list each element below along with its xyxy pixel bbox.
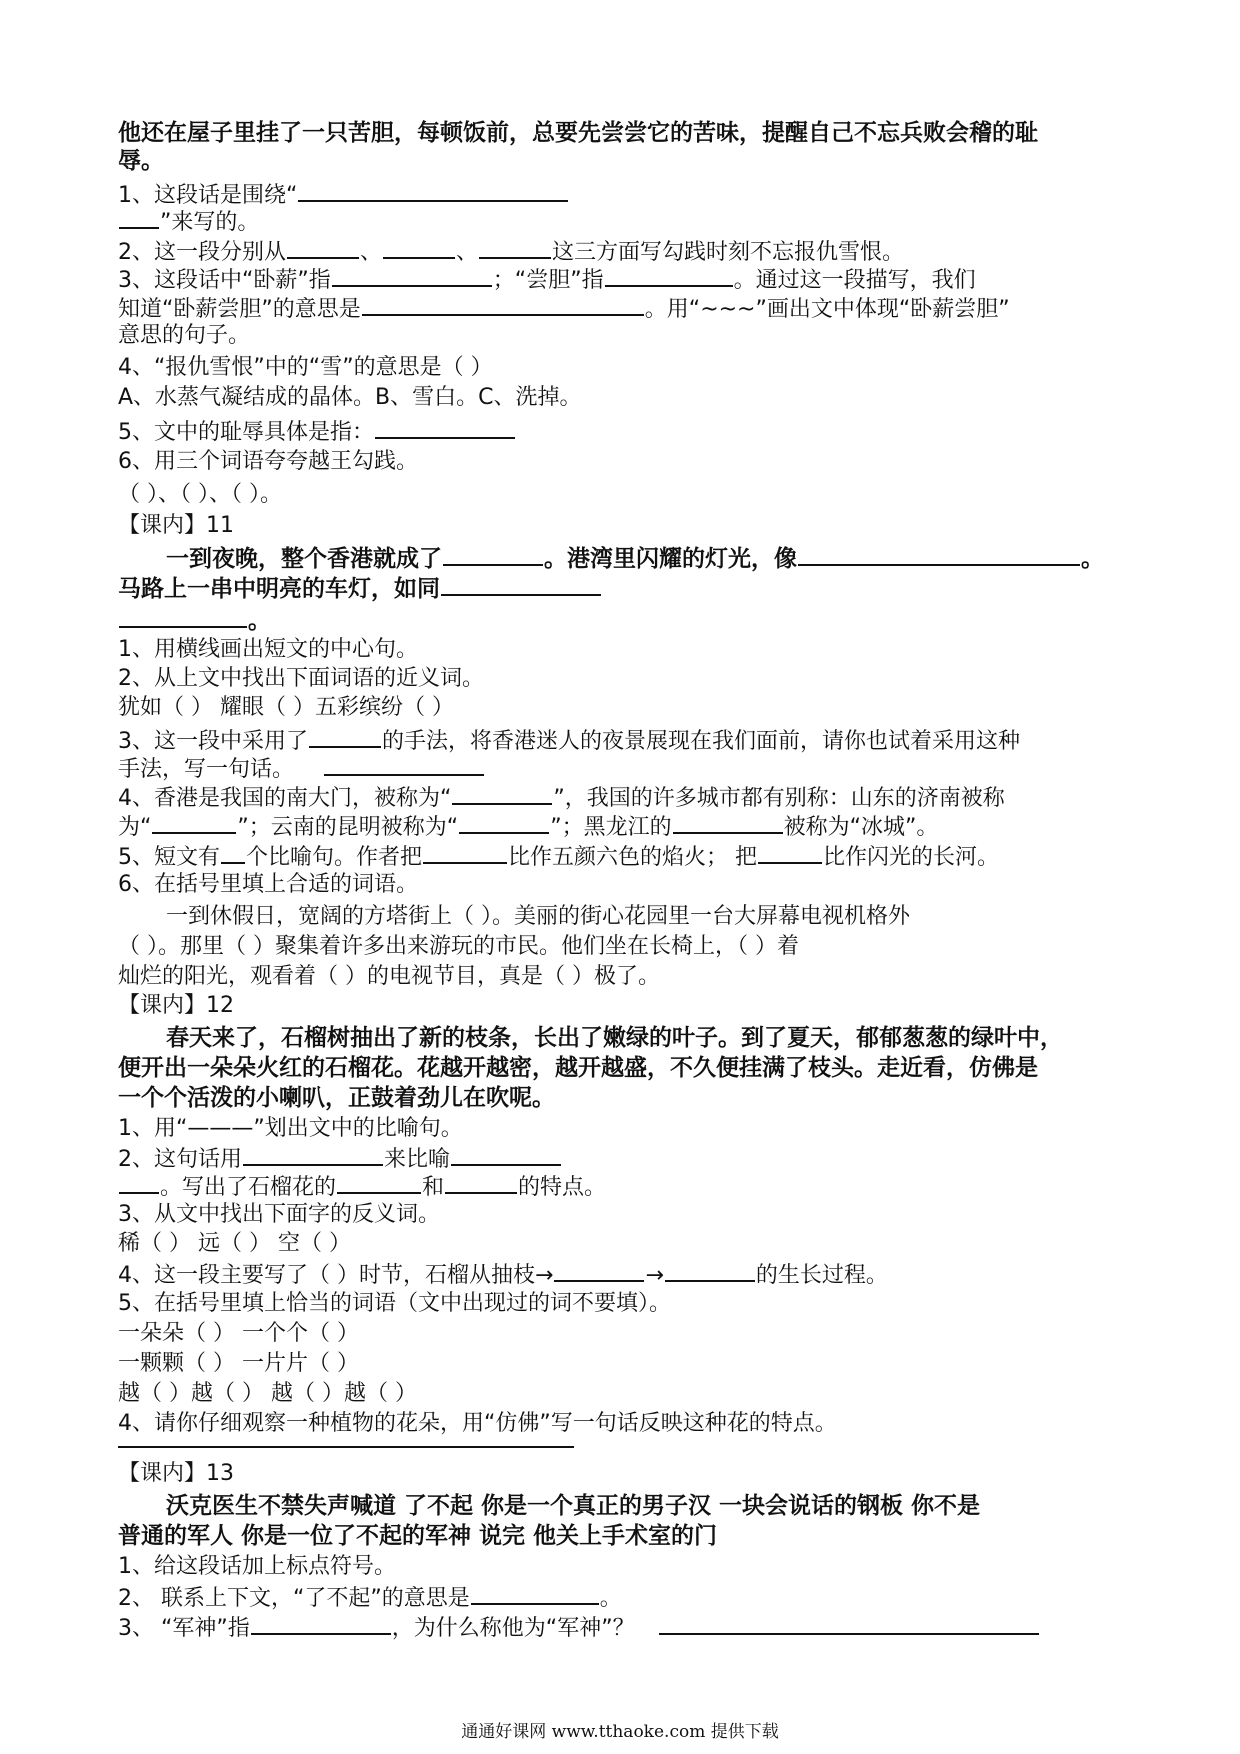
s11-question-6: 6、在括号里填上合适的词语。 bbox=[118, 872, 418, 897]
s10-question-1-cont bbox=[118, 207, 259, 237]
text: 为“ bbox=[118, 815, 152, 840]
answer-blank[interactable] bbox=[459, 812, 549, 834]
answer-blank[interactable] bbox=[119, 207, 159, 229]
text: 和 bbox=[422, 1175, 445, 1200]
answer-blank[interactable] bbox=[324, 754, 484, 776]
answer-blank[interactable] bbox=[659, 1613, 1039, 1635]
s11-passage-3 bbox=[118, 606, 271, 635]
s11-header: 【课内】11 bbox=[118, 513, 234, 538]
answer-blank[interactable] bbox=[251, 1613, 391, 1635]
text: 2、这句话用 bbox=[118, 1147, 242, 1172]
s11-question-6-line-2: （ ）。那里（ ）聚集着许多出来游玩的市民。他们坐在长椅上，（ ）着 bbox=[118, 934, 799, 959]
s12-question-2-cont bbox=[118, 1172, 606, 1202]
text: ；“尝胆”指 bbox=[492, 268, 604, 293]
answer-blank[interactable] bbox=[479, 237, 551, 259]
s11-question-6-line-3: 灿烂的阳光，观看着（ ）的电视节目，真是（ ）极了。 bbox=[118, 964, 660, 989]
text: 4、香港是我国的南大门，被称为“ bbox=[118, 786, 452, 811]
text: 3、这一段中采用了 bbox=[118, 729, 308, 754]
text: 2、 联系上下文，“了不起”的意思是 bbox=[118, 1586, 470, 1611]
answer-blank[interactable] bbox=[758, 842, 822, 864]
answer-blank[interactable] bbox=[332, 265, 492, 287]
answer-blank[interactable] bbox=[119, 606, 247, 628]
text: 3、 “军神”指 bbox=[118, 1616, 250, 1641]
answer-blank[interactable] bbox=[383, 237, 455, 259]
text: 3、这段话中“卧薪”指 bbox=[118, 268, 331, 293]
text: 马路上一串中明亮的车灯，如同 bbox=[118, 576, 440, 602]
text: 4、这一段主要写了（ ）时节，石榴从抽枝→ bbox=[118, 1263, 554, 1288]
s11-question-4-cont bbox=[118, 812, 938, 842]
s12-question-1: 1、用“———”划出文中的比喻句。 bbox=[118, 1116, 463, 1141]
text: ”来写的。 bbox=[160, 210, 260, 235]
s10-question-3-cont bbox=[118, 294, 1010, 324]
answer-blank[interactable] bbox=[445, 1172, 517, 1194]
answer-blank[interactable] bbox=[287, 237, 359, 259]
text: ”；黑龙江的 bbox=[550, 815, 672, 840]
s10-question-4-options: A、水蒸气凝结成的晶体。B、雪白。C、洗掉。 bbox=[118, 385, 582, 410]
text: 、 bbox=[360, 240, 383, 265]
s11-question-2-answers: 犹如（ ） 耀眼（ ）五彩缤纷（ ） bbox=[118, 695, 454, 720]
s11-question-3 bbox=[118, 726, 1020, 756]
text: 手法，写一句话。 bbox=[118, 757, 295, 782]
text: 2、这一段分别从 bbox=[118, 240, 286, 265]
text: 。写出了石榴花的 bbox=[160, 1175, 337, 1200]
answer-blank[interactable] bbox=[605, 265, 733, 287]
s12-question-5-row-3: 越（ ）越（ ） 越（ ）越（ ） bbox=[118, 1381, 417, 1406]
answer-blank[interactable] bbox=[665, 1260, 755, 1282]
text: 的特点。 bbox=[518, 1175, 607, 1200]
s11-passage-2 bbox=[118, 574, 602, 603]
text: 、 bbox=[456, 240, 479, 265]
s12-passage-1: 春天来了，石榴树抽出了新的枝条，长出了嫩绿的叶子。到了夏天，郁郁葱葱的绿叶中， bbox=[166, 1025, 1063, 1051]
text: 。 bbox=[599, 1586, 622, 1611]
text: 被称为“冰城”。 bbox=[783, 815, 939, 840]
text: → bbox=[645, 1263, 664, 1288]
s12-question-5: 5、在括号里填上恰当的词语（文中出现过的词不要填）。 bbox=[118, 1291, 671, 1316]
text: 一到夜晚，整个香港就成了 bbox=[166, 546, 442, 572]
s12-header: 【课内】12 bbox=[118, 993, 234, 1018]
answer-blank[interactable] bbox=[441, 574, 601, 596]
s12-question-3: 3、从文中找出下面字的反义词。 bbox=[118, 1202, 440, 1227]
page-footer: 通通好课网 www.tthaoke.com 提供下载 bbox=[461, 1722, 779, 1742]
s10-question-6-answers: （ ）、（ ）、（ ）。 bbox=[118, 482, 282, 507]
s13-question-3 bbox=[118, 1613, 1040, 1643]
answer-blank[interactable] bbox=[221, 842, 245, 864]
text: 比作闪光的长河。 bbox=[823, 845, 1000, 870]
s12-question-6: 4、请你仔细观察一种植物的花朵，用“仿佛”写一句话反映这种花的特点。 bbox=[118, 1411, 837, 1436]
text: 的手法，将香港迷人的夜景展现在我们面前，请你也试着采用这种 bbox=[382, 729, 1021, 754]
text: 。通过这一段描写，我们 bbox=[733, 268, 976, 293]
answer-blank[interactable] bbox=[471, 1583, 599, 1605]
answer-blank[interactable] bbox=[298, 180, 568, 202]
answer-blank[interactable] bbox=[423, 842, 507, 864]
s10-question-3-end: 意思的句子。 bbox=[118, 323, 251, 348]
s10-question-6: 6、用三个词语夸夸越王勾践。 bbox=[118, 449, 418, 474]
s13-passage-2: 普通的军人 你是一位了不起的军神 说完 他关上手术室的门 bbox=[118, 1523, 718, 1549]
answer-blank[interactable] bbox=[337, 1172, 421, 1194]
text: 的生长过程。 bbox=[755, 1263, 888, 1288]
text: 来比喻 bbox=[384, 1147, 451, 1172]
text: 比作五颜六色的焰火； 把 bbox=[508, 845, 758, 870]
text: 个比喻句。作者把 bbox=[246, 845, 423, 870]
s10-question-3 bbox=[118, 265, 976, 295]
text: 。 bbox=[1081, 546, 1104, 572]
text: 。用“~~~”画出文中体现“卧薪尝胆” bbox=[644, 297, 1010, 322]
s11-question-4 bbox=[118, 783, 1005, 813]
intro-line-1: 他还在屋子里挂了一只苦胆，每顿饭前，总要先尝尝它的苦味，提醒自己不忘兵败会稽的耻 bbox=[118, 120, 1038, 146]
s12-question-4 bbox=[118, 1260, 888, 1290]
s13-header: 【课内】13 bbox=[118, 1461, 234, 1486]
s12-question-5-row-2: 一颗颗（ ） 一片片（ ） bbox=[118, 1351, 359, 1376]
answer-line[interactable] bbox=[118, 1446, 574, 1448]
s13-passage-1: 沃克医生不禁失声喊道 了不起 你是一个真正的男子汉 一块会说话的钢板 你不是 bbox=[166, 1493, 981, 1519]
answer-blank[interactable] bbox=[443, 544, 543, 566]
s11-passage-1 bbox=[118, 544, 1104, 573]
answer-blank[interactable] bbox=[119, 1172, 159, 1194]
s11-question-1: 1、用横线画出短文的中心句。 bbox=[118, 637, 418, 662]
answer-blank[interactable] bbox=[673, 812, 783, 834]
answer-blank[interactable] bbox=[375, 417, 515, 439]
s12-question-2 bbox=[118, 1144, 562, 1174]
answer-blank[interactable] bbox=[362, 294, 644, 316]
text: ，为什么称他为“军神”？ bbox=[391, 1616, 635, 1641]
answer-blank[interactable] bbox=[798, 544, 1080, 566]
text: 。港湾里闪耀的灯光，像 bbox=[544, 546, 797, 572]
text: 这三方面写勾践时刻不忘报仇雪恨。 bbox=[552, 240, 905, 265]
text: 知道“卧薪尝胆”的意思是 bbox=[118, 297, 361, 322]
s10-question-5 bbox=[118, 417, 516, 447]
s10-question-2 bbox=[118, 237, 904, 267]
s12-passage-3: 一个个活泼的小喇叭，正鼓着劲儿在吹呢。 bbox=[118, 1085, 555, 1111]
answer-blank[interactable] bbox=[309, 726, 381, 748]
answer-blank[interactable] bbox=[452, 783, 552, 805]
answer-blank[interactable] bbox=[451, 1144, 561, 1166]
answer-blank[interactable] bbox=[243, 1144, 383, 1166]
s11-question-3-cont bbox=[118, 754, 485, 784]
text: 5、短文有 bbox=[118, 845, 220, 870]
answer-blank[interactable] bbox=[152, 812, 236, 834]
intro-line-2: 辱。 bbox=[118, 148, 164, 174]
s12-question-3-answers: 稀（ ） 远（ ） 空（ ） bbox=[118, 1231, 351, 1256]
s13-question-1: 1、给这段话加上标点符号。 bbox=[118, 1554, 396, 1579]
s11-question-6-line-1: 一到休假日，宽阔的方塔街上（ ）。美丽的街心花园里一台大屏幕电视机格外 bbox=[166, 904, 910, 929]
text: ”，我国的许多城市都有别称：山东的济南被称 bbox=[553, 786, 1005, 811]
text: 5、文中的耻辱具体是指： bbox=[118, 420, 374, 445]
s12-question-5-row-1: 一朵朵（ ） 一个个（ ） bbox=[118, 1321, 359, 1346]
s11-question-2: 2、从上文中找出下面词语的近义词。 bbox=[118, 666, 484, 691]
s10-question-1 bbox=[118, 180, 569, 210]
s12-passage-2: 便开出一朵朵火红的石榴花。花越开越密，越开越盛，不久便挂满了枝头。走近看，仿佛是 bbox=[118, 1055, 1038, 1081]
s11-question-5 bbox=[118, 842, 999, 872]
text: 。 bbox=[248, 608, 271, 634]
text: 1、这段话是围绕“ bbox=[118, 183, 298, 208]
s10-question-4: 4、“报仇雪恨”中的“雪”的意思是（ ） bbox=[118, 355, 493, 380]
text: ”；云南的昆明被称为“ bbox=[237, 815, 459, 840]
s13-question-2 bbox=[118, 1583, 622, 1613]
answer-blank[interactable] bbox=[554, 1260, 644, 1282]
